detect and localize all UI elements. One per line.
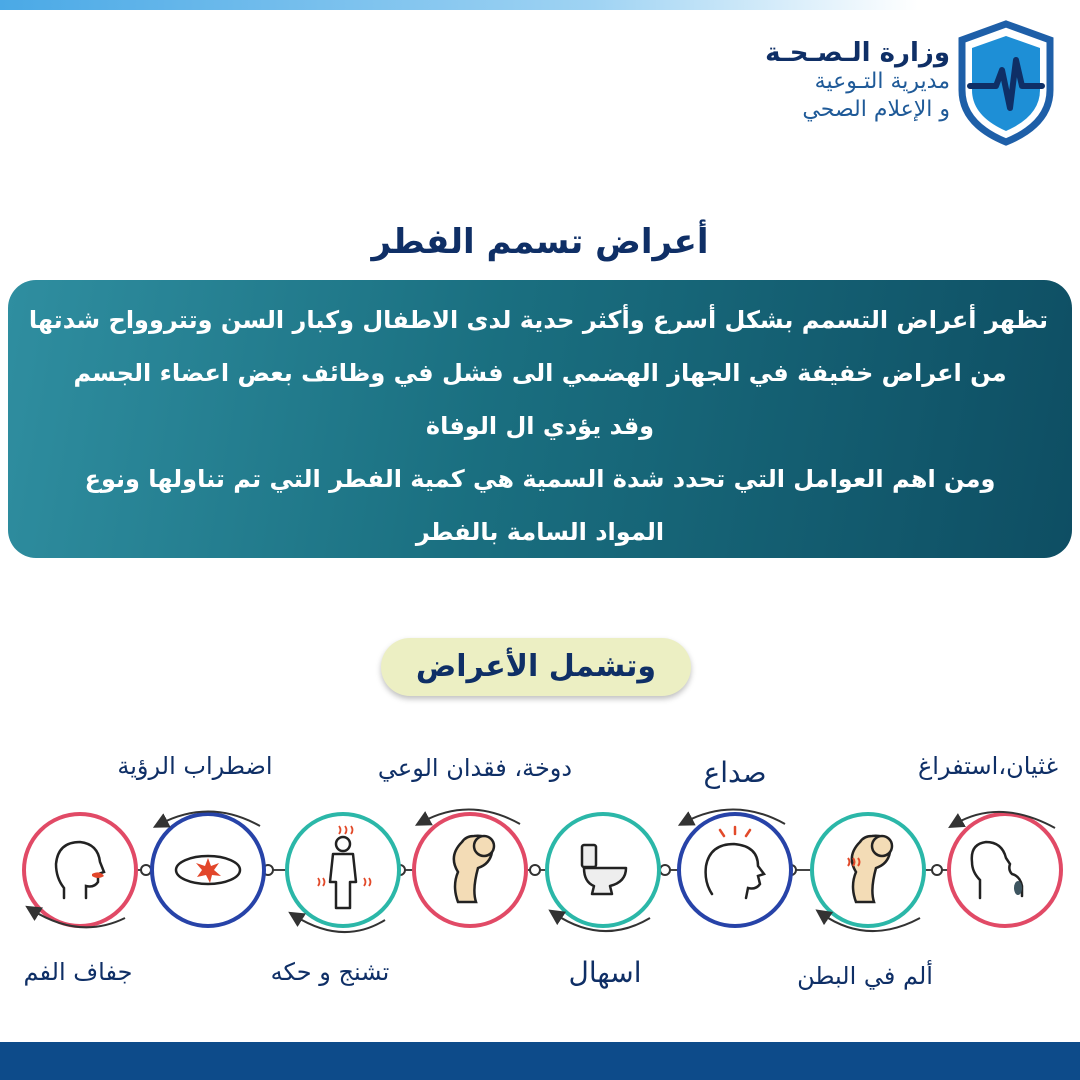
shield-heartbeat-icon <box>956 20 1056 146</box>
symptom-vision-circle <box>152 814 264 926</box>
symptom-itching-circle <box>287 814 399 926</box>
intro-line: وقد يؤدي ال الوفاة <box>425 412 655 440</box>
symptom-label-diarrhea: اسهال <box>568 956 642 989</box>
symptom-label-dry-mouth: جفاف الفم <box>23 958 133 986</box>
symptom-label-vision: اضطراب الرؤية <box>117 752 273 780</box>
symptoms-subtitle-pill: وتشمل الأعراض <box>381 638 691 696</box>
symptom-label-abdominal-pain: ألم في البطن <box>797 962 933 990</box>
symptom-nausea-circle <box>949 814 1061 926</box>
symptom-label-nausea: غثيان،استفراغ <box>917 752 1059 780</box>
symptom-headache-circle <box>679 814 791 926</box>
page-title: أعراض تسمم الفطر <box>371 222 709 262</box>
intro-line: المواد السامة بالفطر <box>415 518 665 546</box>
intro-line: من اعراض خفيفة في الجهاز الهضمي الى فشل في وظائف بعض اعضاء الجسم <box>73 359 1007 387</box>
intro-line: تظهر أعراض التسمم بشكل أسرع وأكثر حدية لدى الاطفال وكبار السن وتتروواح شدتها <box>28 306 1048 334</box>
symptom-dry-mouth-circle <box>24 814 136 926</box>
bottom-bar <box>0 1042 1080 1080</box>
symptom-dizziness-circle <box>414 814 526 926</box>
intro-box <box>8 280 1072 558</box>
symptom-diarrhea-circle <box>547 814 659 926</box>
logo-line-media: و الإعلام الصحي <box>802 97 950 122</box>
symptoms-flow-diagram <box>0 790 1080 950</box>
intro-line: ومن اهم العوامل التي تحدد شدة السمية هي كمية الفطر التي تم تناولها ونوع <box>84 465 996 493</box>
top-gradient-strip <box>0 0 1080 10</box>
symptom-abdominal-pain-circle <box>812 814 924 926</box>
symptom-label-dizziness: دوخة، فقدان الوعي <box>377 754 573 782</box>
logo-line-ministry: وزارة الـصـحـة <box>765 38 950 68</box>
symptom-label-itching: تشنج و حكه <box>270 958 390 986</box>
ministry-logo-text <box>760 38 950 124</box>
symptom-label-headache: صداع <box>703 756 767 789</box>
logo-line-directorate: مديرية التـوعية <box>814 69 950 94</box>
